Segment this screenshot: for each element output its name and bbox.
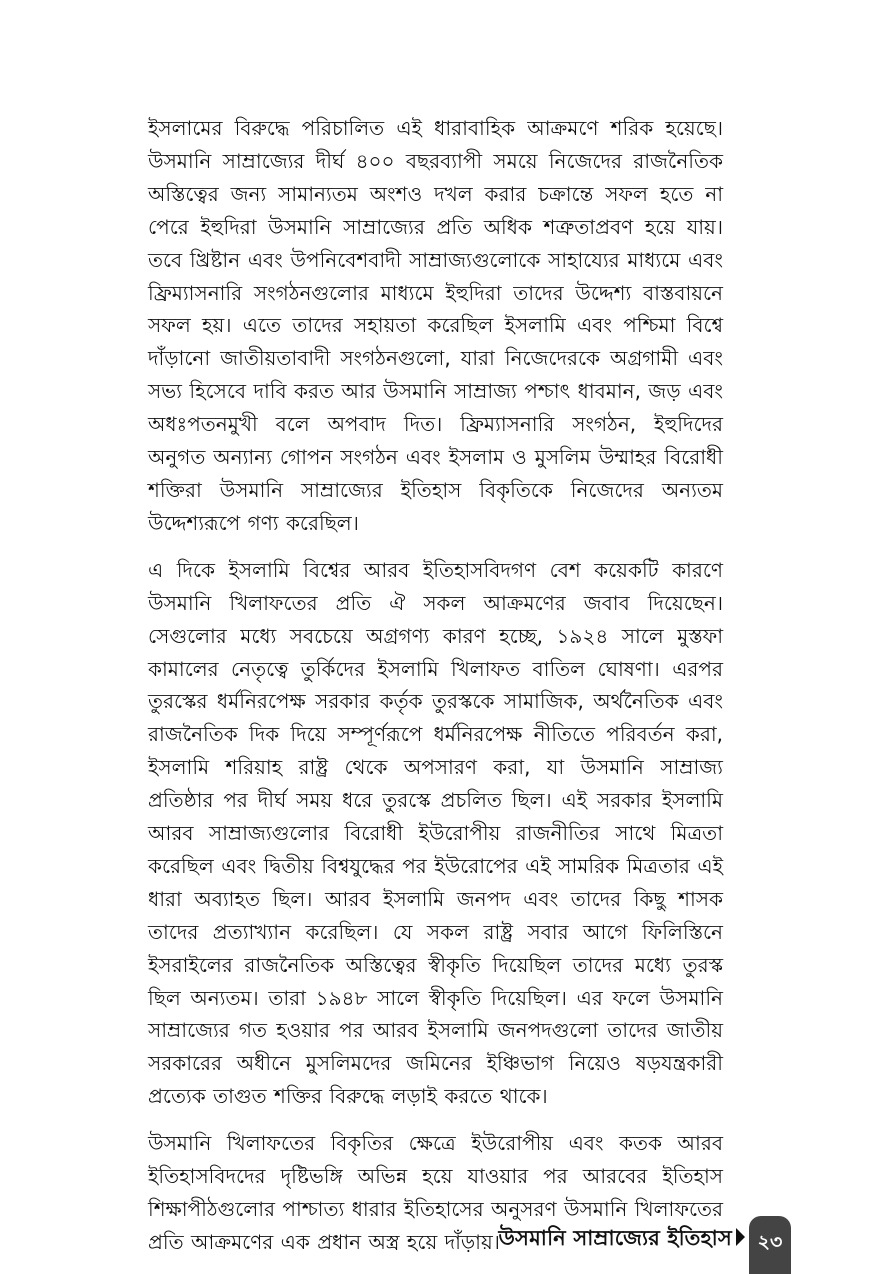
paragraph-1: ইসলামের বিরুদ্ধে পরিচালিত এই ধারাবাহিক আক্রমণে শরিক হয়েছে। উসমানি সাম্রাজ্যের দীর্ঘ ৪০০ বছরব্যাপী সময়ে নিজেদের রাজনৈতিক অস্তিত্বের জন্য সামান্যতম অংশও দখল করার চক্রান্তে সফল হতে না পেরে ইহুদিরা উসমানি সাম্রাজ্যের প্রতি অধিক শত্রুতাপ্রবণ হয়ে যায়। তবে খ্রিষ্টান এবং উপনিবেশবাদী সাম্রাজ্যগুলোকে সাহায্যের মাধ্যমে এবং ফ্রিম্যাসনারি সংগঠনগুলোর মাধ্যমে ইহুদিরা তাদের উদ্দেশ্য বাস্তবায়নে সফল হয়। এতে তাদের সহায়তা করেছিল ইসলামি এবং পশ্চিমা বিশ্বে দাঁড়ানো জাতীয়তাবাদী সংগঠনগুলো, যারা নিজেদেরকে অগ্রগামী এবং সভ্য হিসেবে দাবি করত আর উসমানি সাম্রাজ্য পশ্চাৎ ধাবমান, জড় এবং অধঃপতনমুখী বলে অপবাদ দিত। ফ্রিম্যাসনারি সংগঠন, ইহুদিদের অনুগত অন্যান্য গোপন সংগঠন এবং ইসলাম ও মুসলিম উম্মাহর বিরোধী শক্তিরা উসমানি সাম্রাজ্যের ইতিহাস বিকৃতিকে নিজেদের অন্যতম উদ্দেশ্যরূপে গণ্য করেছিল। — [148, 116, 723, 535]
running-title: উসমানি সাম্রাজ্যের ইতিহাস — [498, 1226, 732, 1250]
page-footer — [0, 1212, 870, 1266]
paragraph-2: এ দিকে ইসলামি বিশ্বের আরব ইতিহাসবিদগণ বেশ কয়েকটি কারণে উসমানি খিলাফতের প্রতি ঐ সকল আক্রমণের জবাব দিয়েছেন। সেগুলোর মধ্যে সবচেয়ে অগ্রগণ্য কারণ হচ্ছে, ১৯২৪ সালে মুস্তফা কামালের নেতৃত্বে তুর্কিদের ইসলামি খিলাফত বাতিল ঘোষণা। এরপর তুরস্কের ধর্মনিরপেক্ষ সরকার কর্তৃক তুরস্ককে সামাজিক, অর্থনৈতিক এবং রাজনৈতিক দিক দিয়ে সম্পূর্ণরূপে ধর্মনিরপেক্ষ নীতিতে পরিবর্তন করা, ইসলামি শরিয়াহ রাষ্ট্র থেকে অপসারণ করা, যা উসমানি সাম্রাজ্য প্রতিষ্ঠার পর দীর্ঘ সময় ধরে তুরস্কে প্রচলিত ছিল। এই সরকার ইসলামি আরব সাম্রাজ্যগুলোর বিরোধী ইউরোপীয় রাজনীতির সাথে মিত্রতা করেছিল এবং দ্বিতীয় বিশ্বযুদ্ধের পর ইউরোপের এই সামরিক মিত্রতার এই ধারা অব্যাহত ছিল। আরব ইসলামি জনপদ এবং তাদের কিছু শাসক তাদের প্রত্যাখ্যান করেছিল। যে সকল রাষ্ট্র সবার আগে ফিলিস্তিনে ইসরাইলের রাজনৈতিক অস্তিত্বের স্বীকৃতি দিয়েছিল তাদের মধ্যে তুরস্ক ছিল অন্যতম। তারা ১৯৪৮ সালে স্বীকৃতি দিয়েছিল। এর ফলে উসমানি সাম্রাজ্যের গত হওয়ার পর আরব ইসলামি জনপদগুলো তাদের জাতীয় সরকারের অধীনে মুসলিমদের জমিনের ইঞ্চিভাগ নিয়েও ষড়যন্ত্রকারী প্রত্যেক তাগুত শক্তির বিরুদ্ধে লড়াই করতে থাকে। — [148, 557, 723, 1109]
page-number-tab — [749, 1216, 791, 1274]
body-text — [148, 112, 723, 1273]
page-number: ২৩ — [757, 1231, 783, 1253]
paragraph-3: উসমানি খিলাফতের বিকৃতির ক্ষেত্রে ইউরোপীয় এবং কতক আরব ইতিহাসবিদদের দৃষ্টিভঙ্গি অভিন্ন হয়ে যাওয়ার পর আরবের ইতিহাস শিক্ষাপীঠগুলোর পাশ্চাত্য ধারার ইতিহাসের অনুসরণ উসমানি খিলাফতের প্রতি আক্রমণের এক প্রধান অস্ত্র হয়ে দাঁড়ায়। — [148, 1131, 723, 1254]
triangle-right-icon — [736, 1228, 745, 1246]
